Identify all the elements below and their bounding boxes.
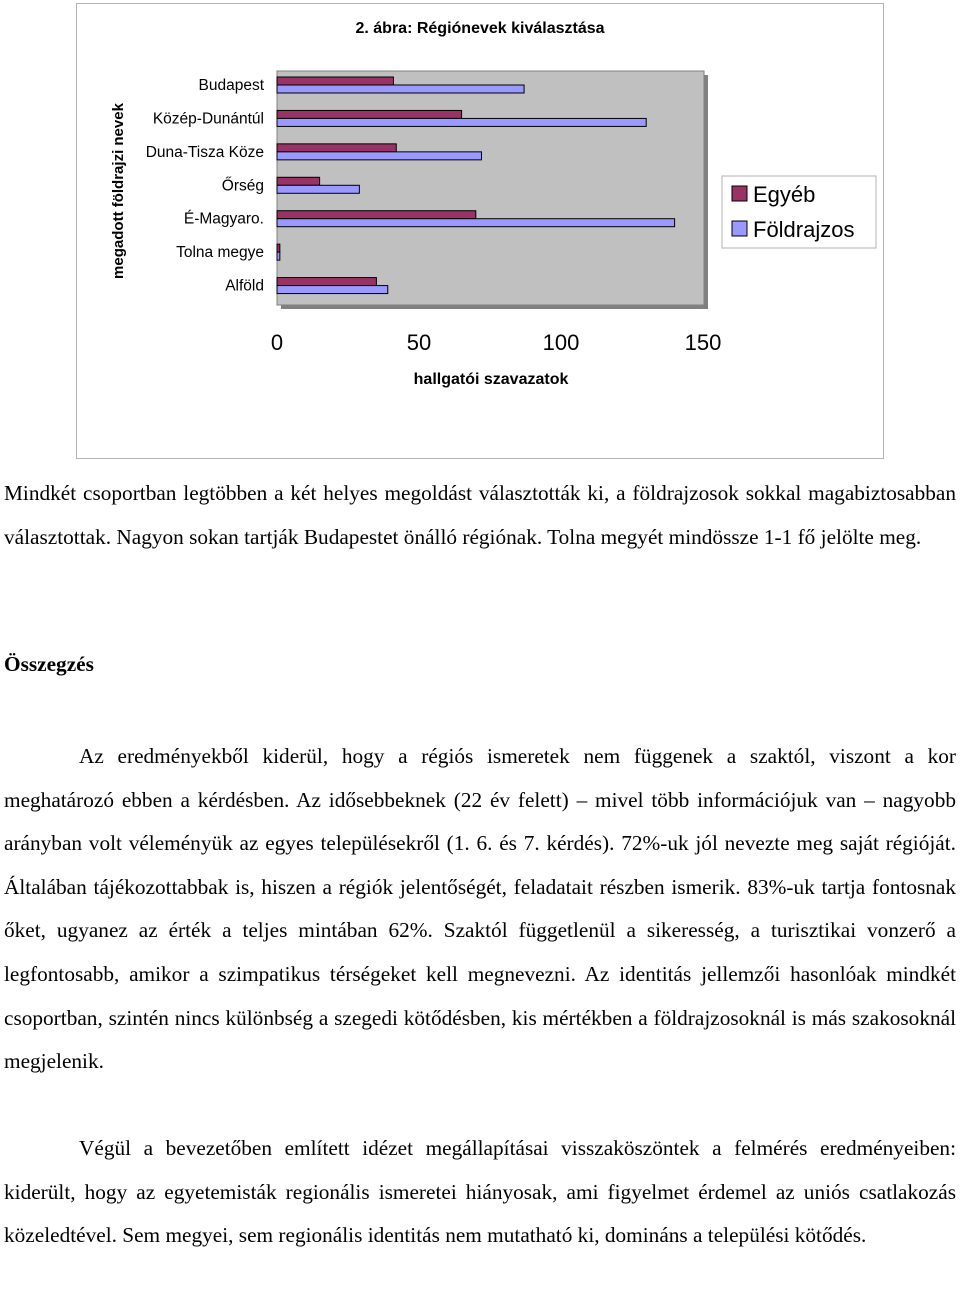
bar-foldrajzos-1 <box>277 118 646 126</box>
bar-foldrajzos-6 <box>277 286 388 294</box>
category-label: É-Magyaro. <box>183 210 264 228</box>
category-label: Őrség <box>221 177 264 195</box>
category-label: Duna-Tisza Köze <box>145 143 264 161</box>
category-label: Közép-Dunántúl <box>152 110 264 128</box>
x-tick-label: 100 <box>542 330 580 355</box>
x-tick-label: 50 <box>406 330 432 355</box>
legend-swatch <box>732 221 747 236</box>
paragraph-3: Végül a bevezetőben említett idézet megállapításai visszaköszöntek a felmérés eredményeiben: kiderült, hogy az egyetemisták regionális ismeretei hiányosak, ami figyelmet érdemel az uniós csatlakozás közeledtével. Sem megyei, sem regionális identitás nem mutatható ki, domináns a települési kötődés. <box>4 1136 956 1248</box>
x-tick-label: 150 <box>684 330 722 355</box>
category-label: Budapest <box>198 77 264 94</box>
chart-title: 2. ábra: Régiónevek kiválasztása <box>355 20 605 37</box>
bar-egyeb-4 <box>277 211 476 219</box>
paragraph-2: Az eredményekből kiderül, hogy a régiós ismeretek nem függenek a szaktól, viszont a kor meghatározó ebben a kérdésben. Az idősebbeknek (22 év felett) – mivel több információjuk van – nagyobb arányban volt véleményük az egyes településekről (1. 6. és 7. kérdés). 72%-uk jól nevezte meg saját régióját. Általában tájékozottabbak is, hiszen a régiók jelentőségét, feladatait részben ismerik. 83%-uk tartja fontosnak őket, ugyanez az érték a teljes mintában 62%. Szaktól függetlenül a sikeresség, a turisztikai vonzerő a legfontosabb, amikor a szimpatikus térségeket kell megnevezni. Az identitás jellemzői hasonlóak mindkét csoportban, szintén nincs különbség a szegedi kötődésben, kis mértékben a földrajzosoknál is más szakosoknál megjelenik. <box>4 744 956 1074</box>
bar-foldrajzos-2 <box>277 152 481 160</box>
x-tick-label: 0 <box>270 330 284 355</box>
bar-foldrajzos-3 <box>277 185 359 193</box>
bar-egyeb-1 <box>277 110 462 118</box>
x-axis-label: hallgatói szavazatok <box>413 371 569 388</box>
bar-foldrajzos-5 <box>277 252 280 260</box>
bar-foldrajzos-4 <box>277 219 675 227</box>
bar-egyeb-3 <box>277 177 320 185</box>
category-label: Alföld <box>225 277 264 295</box>
legend-swatch <box>732 186 747 201</box>
section-heading: Összegzés <box>4 652 94 676</box>
legend-label: Földrajzos <box>753 217 855 242</box>
bar-egyeb-5 <box>277 244 280 252</box>
chart-frame <box>76 3 884 459</box>
bar-egyeb-0 <box>277 77 393 85</box>
bar-foldrajzos-0 <box>277 85 524 93</box>
legend-label: Egyéb <box>753 182 816 207</box>
bar-chart <box>77 4 883 458</box>
bar-egyeb-2 <box>277 144 396 152</box>
bar-egyeb-6 <box>277 278 376 286</box>
category-label: Tolna megye <box>176 244 264 262</box>
paragraph-1: Mindkét csoportban legtöbben a két helyes megoldást választották ki, a földrajzosok sokkal magabiztosabban választottak. Nagyon sokan tartják Budapestet önálló régiónak. Tolna megyét mindössze 1-1 fő jelölte meg. <box>4 481 956 549</box>
legend <box>722 176 876 248</box>
y-axis-label: megadott földrajzi nevek <box>110 103 127 279</box>
